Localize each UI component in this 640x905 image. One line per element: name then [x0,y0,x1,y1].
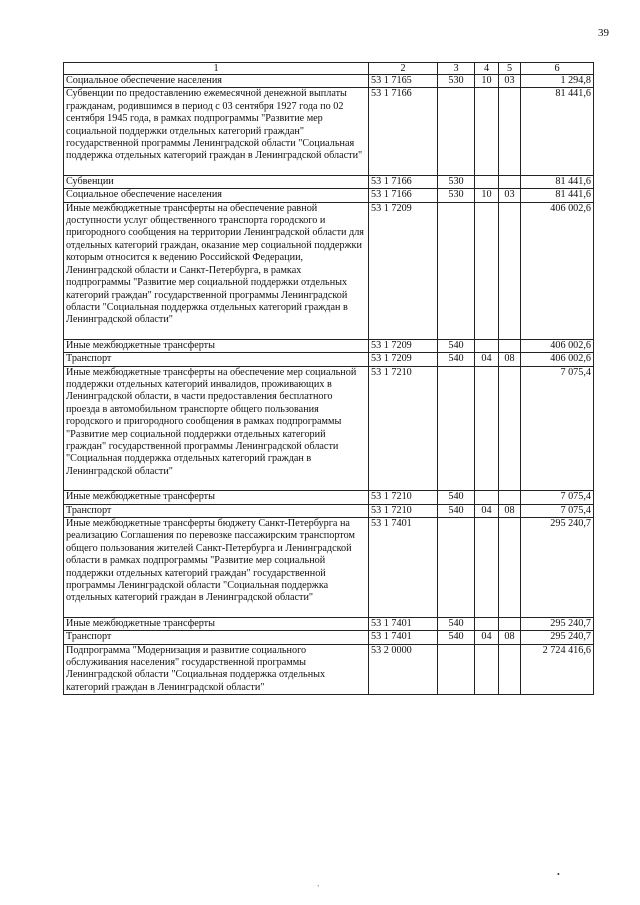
description-cell: Иные межбюджетные трансферты [64,491,369,504]
section-cell [475,202,499,339]
table-row [64,518,594,618]
description-cell: Иные межбюджетные трансферты [64,339,369,352]
code-cell: 53 1 7401 [369,518,438,618]
subsection-cell [499,339,521,352]
description-cell: Социальное обеспечение населения [64,75,369,88]
table-row [64,617,594,630]
table-row [64,175,594,188]
type-code-cell: 530 [438,75,475,88]
table-row [64,353,594,366]
type-code-cell: 540 [438,631,475,644]
description-cell: Социальное обеспечение населения [64,189,369,202]
type-code-cell: 540 [438,353,475,366]
amount-cell: 295 240,7 [521,617,594,630]
type-code-cell [438,644,475,695]
section-cell [475,339,499,352]
code-cell: 53 1 7401 [369,631,438,644]
type-code-cell: 540 [438,504,475,517]
table-row [64,88,594,175]
amount-cell: 406 002,6 [521,202,594,339]
type-code-cell [438,518,475,618]
subsection-cell [499,491,521,504]
type-code-cell: 540 [438,491,475,504]
budget-table [63,62,594,695]
description-cell: Иные межбюджетные трансферты на обеспечение равной доступности услуг общественного транспорта городского и пригородного сообщения на территории Ленинградской области для отдельных категорий граждан, оказание мер социальной поддержки которым относится к ведению Российской Федерации, Ленинградской области и Санкт-Петербурга, в рамках подпрограммы "Развитие мер социальной поддержки отдельных категорий граждан" государственной программы Ленинградской области "Социальная поддержка отдельных категорий граждан в Ленинградской области" [64,202,369,339]
table-row [64,75,594,88]
amount-cell: 7 075,4 [521,504,594,517]
amount-cell: 81 441,6 [521,88,594,175]
amount-cell: 1 294,8 [521,75,594,88]
subsection-cell: 03 [499,75,521,88]
scan-speck: • [557,870,560,879]
code-cell: 53 1 7209 [369,353,438,366]
section-cell [475,175,499,188]
table-row [64,189,594,202]
description-cell: Подпрограмма "Модернизация и развитие социального обслуживания населения" государственной программы Ленинградской области "Социальная поддержка отдельных категорий граждан в Ленинградской области" [64,644,369,695]
subsection-cell: 08 [499,504,521,517]
amount-cell: 81 441,6 [521,189,594,202]
subsection-cell [499,88,521,175]
amount-cell: 81 441,6 [521,175,594,188]
amount-cell: 2 724 416,6 [521,644,594,695]
description-cell: Транспорт [64,631,369,644]
amount-cell: 7 075,4 [521,491,594,504]
type-code-cell: 530 [438,175,475,188]
header-col-2: 2 [369,63,438,75]
description-cell: Субвенции по предоставлению ежемесячной денежной выплаты гражданам, родившимся в период с 03 сентября 1927 года по 02 сентября 1945 года, в рамках подпрограммы "Развитие мер социальной поддержки отдельных категорий граждан" государственной программы Ленинградской области "Социальная поддержка отдельных категорий граждан в Ленинградской области" [64,88,369,175]
section-cell [475,644,499,695]
page-number: 39 [598,27,609,39]
amount-cell: 406 002,6 [521,339,594,352]
code-cell: 53 1 7166 [369,175,438,188]
scan-speck: ˋ [317,884,320,893]
type-code-cell: 540 [438,617,475,630]
code-cell: 53 1 7210 [369,366,438,491]
table-header-row [64,63,594,75]
type-code-cell [438,88,475,175]
section-cell: 04 [475,631,499,644]
table-row [64,644,594,695]
subsection-cell: 03 [499,189,521,202]
subsection-cell: 08 [499,353,521,366]
table-row [64,339,594,352]
subsection-cell [499,175,521,188]
header-col-5: 5 [499,63,521,75]
subsection-cell [499,644,521,695]
type-code-cell: 540 [438,339,475,352]
section-cell [475,88,499,175]
code-cell: 53 1 7210 [369,504,438,517]
amount-cell: 295 240,7 [521,518,594,618]
code-cell: 53 1 7209 [369,202,438,339]
table-row [64,491,594,504]
header-col-4: 4 [475,63,499,75]
table-body [64,75,594,695]
amount-cell: 295 240,7 [521,631,594,644]
description-cell: Субвенции [64,175,369,188]
code-cell: 53 1 7210 [369,491,438,504]
description-cell: Транспорт [64,353,369,366]
type-code-cell [438,202,475,339]
description-cell: Иные межбюджетные трансферты [64,617,369,630]
amount-cell: 406 002,6 [521,353,594,366]
section-cell [475,491,499,504]
subsection-cell [499,366,521,491]
header-col-1: 1 [64,63,369,75]
section-cell: 04 [475,504,499,517]
header-col-3: 3 [438,63,475,75]
table-row [64,631,594,644]
description-cell: Иные межбюджетные трансферты на обеспечение мер социальной поддержки отдельных категорий инвалидов, проживающих в Ленинградской области, в части предоставления бесплатного проезда в автомобильном транспорте общего пользования городского и пригородного сообщения в рамках подпрограммы "Развитие мер социальной поддержки отдельных категорий граждан" государственной программы Ленинградской области "Социальная поддержка отдельных категорий граждан в Ленинградской области" [64,366,369,491]
amount-cell: 7 075,4 [521,366,594,491]
table-row [64,504,594,517]
subsection-cell [499,518,521,618]
type-code-cell: 530 [438,189,475,202]
table-row [64,366,594,491]
description-cell: Транспорт [64,504,369,517]
section-cell [475,518,499,618]
section-cell: 10 [475,189,499,202]
code-cell: 53 1 7166 [369,189,438,202]
subsection-cell [499,617,521,630]
table-row [64,202,594,339]
subsection-cell [499,202,521,339]
code-cell: 53 1 7166 [369,88,438,175]
code-cell: 53 2 0000 [369,644,438,695]
section-cell: 04 [475,353,499,366]
subsection-cell: 08 [499,631,521,644]
type-code-cell [438,366,475,491]
section-cell [475,617,499,630]
section-cell [475,366,499,491]
code-cell: 53 1 7209 [369,339,438,352]
header-col-6: 6 [521,63,594,75]
code-cell: 53 1 7401 [369,617,438,630]
code-cell: 53 1 7165 [369,75,438,88]
description-cell: Иные межбюджетные трансферты бюджету Санкт-Петербурга на реализацию Соглашения по перевозке пассажирским транспортом общего пользования жителей Санкт-Петербурга и Ленинградской области в рамках подпрограммы "Развитие мер социальной поддержки отдельных категорий граждан" государственной программы Ленинградской области "Социальная поддержка отдельных категорий граждан в Ленинградской области" [64,518,369,618]
section-cell: 10 [475,75,499,88]
